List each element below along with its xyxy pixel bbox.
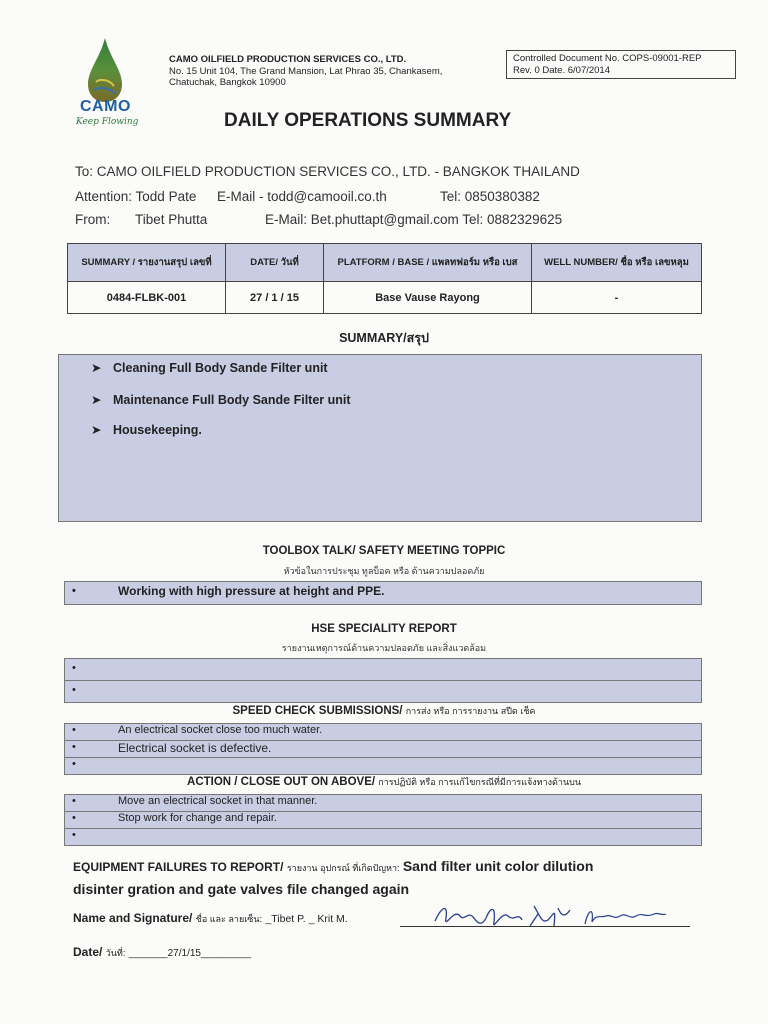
summary-item-3: Housekeeping. [113, 423, 202, 437]
arrow-bullet-icon: ➤ [91, 361, 102, 375]
action-title [0, 775, 768, 789]
action-item-2: Stop work for change and repair. [118, 812, 277, 824]
summary-box [58, 354, 702, 522]
list-item [65, 741, 701, 758]
list-item [91, 422, 202, 437]
company-name: CAMO OILFIELD PRODUCTION SERVICES CO., LTD. [169, 54, 407, 65]
speed-check-title [0, 704, 768, 718]
list-item [91, 360, 328, 375]
bullet-icon: • [72, 724, 76, 736]
equipment-label: EQUIPMENT FAILURES TO REPORT/ [73, 860, 284, 874]
arrow-bullet-icon: ➤ [91, 423, 102, 437]
cell-platform: Base Vause Rayong [324, 282, 532, 314]
to-text: To: CAMO OILFIELD PRODUCTION SERVICES CO., LTD. - BANGKOK THAILAND [75, 164, 580, 179]
header-well-number: WELL NUMBER/ ชื่อ หรือ เลขหลุม [532, 244, 702, 282]
company-address-line1: No. 15 Unit 104, The Grand Mansion, Lat Phrao 35, Chankasem, [169, 65, 443, 77]
hse-title: HSE SPECIALITY REPORT [311, 623, 457, 635]
list-item [65, 582, 701, 604]
from-label: From: [75, 212, 111, 227]
list-item [65, 812, 701, 829]
attention-name: Attention: Todd Pate [75, 189, 197, 204]
list-item [65, 724, 701, 741]
date-line [73, 945, 251, 960]
bullet-icon: • [72, 662, 76, 674]
signature-line [73, 911, 348, 926]
logo-tagline: Keep Flowing [76, 117, 139, 127]
attention-tel: Tel: 0850380382 [440, 189, 540, 204]
hse-box [64, 658, 702, 703]
toolbox-subtitle: หัวข้อในการประชุม ทูลบ็อค หรือ ด้านความปลอดภัย [283, 566, 485, 576]
equipment-failures [73, 856, 713, 901]
bullet-icon: • [72, 795, 76, 807]
bullet-icon: • [72, 741, 76, 753]
company-address-line2: Chatuchak, Bangkok 10900 [169, 77, 286, 88]
signature-names: _Tibet P. _ Krit M. [265, 913, 348, 925]
hse-subtitle: รายงานเหตุการณ์ด้านความปลอดภัย และสิ่งแวดล้อม [281, 643, 487, 653]
controlled-document-box [506, 50, 736, 79]
toolbox-box [64, 581, 702, 605]
cell-date: 27 / 1 / 15 [226, 282, 324, 314]
speed-item-1: An electrical socket close too much water. [118, 724, 323, 736]
header-date: DATE/ วันที่ [226, 244, 324, 282]
bullet-icon: • [72, 812, 76, 824]
list-item [65, 681, 701, 702]
header-summary: SUMMARY / รายงานสรุป เลขที่ [68, 244, 226, 282]
report-header-table [67, 243, 702, 314]
list-item [91, 392, 351, 407]
bullet-icon: • [72, 684, 76, 696]
equipment-value-line1: Sand filter unit color dilution [402, 858, 594, 874]
header-platform: PLATFORM / BASE / แพลทฟอร์ม หรือ เบส [324, 244, 532, 282]
arrow-bullet-icon: ➤ [91, 393, 102, 407]
date-label-thai: วันที่: [105, 948, 126, 958]
action-title-thai: การปฏิบัติ หรือ การแก้ไขกรณีที่มีการแจ้งทางด้านบน [378, 777, 581, 787]
signature-label: Name and Signature/ [73, 911, 193, 925]
from-name: Tibet Phutta [135, 212, 208, 227]
logo-wordmark: CAMO [80, 98, 131, 115]
summary-item-1: Cleaning Full Body Sande Filter unit [113, 361, 328, 375]
controlled-doc-revision: Rev. 0 Date. 6/07/2014 [513, 65, 610, 76]
list-item [65, 795, 701, 812]
equipment-value-line2: disinter gration and gate valves file changed again [73, 881, 410, 897]
action-box [64, 794, 702, 846]
date-label: Date/ [73, 945, 103, 959]
action-title-en: ACTION / CLOSE OUT ON ABOVE/ [187, 776, 376, 788]
table-header-row [68, 244, 702, 282]
bullet-icon: • [72, 758, 76, 770]
summary-item-2: Maintenance Full Body Sande Filter unit [113, 393, 351, 407]
company-header [169, 54, 442, 89]
cell-well-number: - [532, 282, 702, 314]
from-email-tel: E-Mail: Bet.phuttapt@gmail.com Tel: 0882329625 [265, 212, 563, 227]
speed-check-title-en: SPEED CHECK SUBMISSIONS/ [232, 705, 403, 717]
speed-check-box [64, 723, 702, 775]
summary-title: SUMMARY/สรุป [339, 331, 429, 345]
action-item-1: Move an electrical socket in that manner. [118, 795, 318, 807]
toolbox-title: TOOLBOX TALK/ SAFETY MEETING TOPPIC [262, 545, 506, 557]
date-value: _______27/1/15_________ [128, 948, 252, 959]
cell-summary-number: 0484-FLBK-001 [68, 282, 226, 314]
signature-label-thai: ชื่อ และ ลายเซ็น: [195, 914, 263, 924]
speed-check-title-thai: การส่ง หรือ การรายงาน สปีด เช็ค [405, 706, 536, 716]
toolbox-item-1: Working with high pressure at height and PPE. [118, 584, 385, 598]
page-title: DAILY OPERATIONS SUMMARY [224, 110, 512, 131]
list-item [65, 659, 701, 681]
list-item [65, 758, 701, 774]
attention-email: E-Mail - todd@camooil.co.th [217, 189, 387, 204]
handwritten-signature-icon [430, 896, 670, 936]
table-row [68, 282, 702, 314]
bullet-icon: • [72, 585, 76, 597]
equipment-label-thai: รายงาน อุปกรณ์ ที่เกิดปัญหา: [286, 863, 400, 873]
controlled-doc-number: Controlled Document No. COPS-09001-REP [513, 53, 702, 64]
bullet-icon: • [72, 829, 76, 841]
list-item [65, 829, 701, 845]
speed-item-2: Electrical socket is defective. [118, 741, 272, 755]
